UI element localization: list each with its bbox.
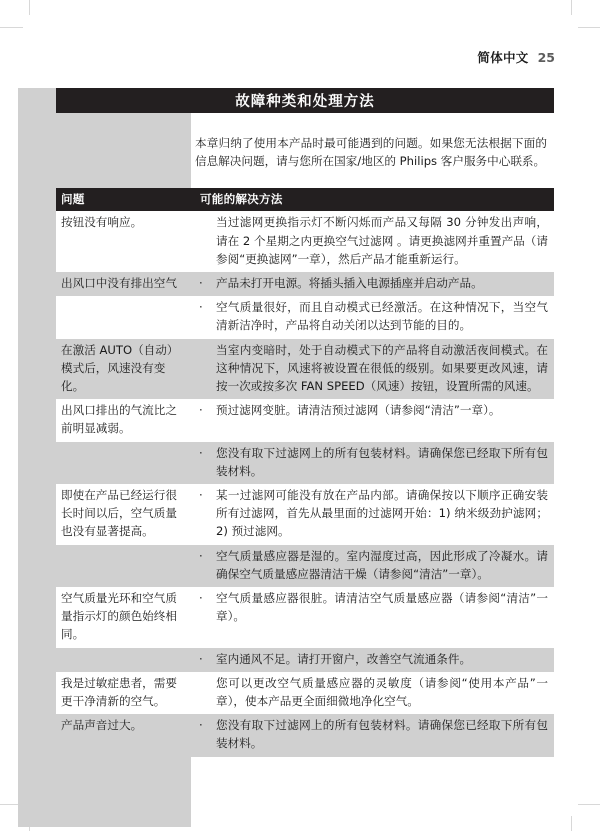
table-cell-problem (56, 339, 195, 400)
table-cell-solution (195, 484, 554, 545)
running-header (477, 48, 555, 66)
table-cell-solution (195, 587, 554, 648)
solution-bullet-item (195, 401, 548, 419)
column-header-solution: 可能的解决方法 (195, 188, 554, 211)
crop-mark-bottom-right-vertical (571, 816, 572, 831)
table-header-row (56, 188, 554, 211)
table-cell-problem (56, 296, 195, 338)
problem-text: 即使在产品已经运行很长时间以后，空气质量也没有显著提高。 (61, 488, 177, 539)
bullet-icon: · (199, 718, 203, 733)
table-row (56, 484, 554, 545)
table-row (56, 672, 554, 714)
problem-text: 按钮没有响应。 (61, 215, 143, 230)
header-language-label: 简体中文 (477, 50, 529, 65)
table-row (56, 587, 554, 648)
section-title-banner (56, 88, 554, 113)
bullet-icon: · (199, 445, 203, 460)
solution-bullet-item (195, 716, 548, 752)
table-cell-problem (56, 714, 195, 756)
table-cell-solution (195, 211, 554, 272)
solution-text: 空气质量很好，而且自动模式已经激活。在这种情况下，当空气清新洁净时，产品将自动关闭以达到节能的目的。 (216, 300, 548, 333)
problem-text: 空气质量光环和空气质量指示灯的颜色始终相同。 (61, 591, 177, 642)
table-cell-solution (195, 442, 554, 484)
bullet-icon: · (199, 276, 203, 291)
bullet-icon: · (199, 403, 203, 418)
solution-text: 空气质量感应器是湿的。室内湿度过高，因此形成了冷凝水。请确保空气质量感应器清洁干燥（请参阅“清洁”一章）。 (216, 548, 548, 581)
table-row (56, 648, 554, 672)
table-row (56, 545, 554, 587)
table-row (56, 211, 554, 272)
table-cell-solution (195, 672, 554, 714)
table-cell-solution (195, 399, 554, 441)
solution-bullet-item (195, 274, 548, 292)
table-row (56, 339, 554, 400)
crop-mark-top-left-horizontal (0, 27, 23, 28)
solution-text: 当室内变暗时，处于自动模式下的产品将自动激活夜间模式。在这种情况下，风速将被设置在很低的级别。如果要更改风速，请按一次或按多次 FAN SPEED（风速）按钮，设置所需的风速。 (216, 342, 548, 394)
table-cell-problem (56, 399, 195, 441)
solution-bullet-item (195, 486, 548, 541)
page-number: 25 (537, 50, 555, 65)
table-cell-solution (195, 545, 554, 587)
troubleshooting-table (56, 188, 554, 756)
crop-mark-bottom-right-horizontal (578, 804, 600, 805)
solution-bullet-item (195, 298, 548, 334)
table-body (56, 211, 554, 756)
problem-text: 产品声音过大。 (61, 718, 143, 733)
solution-bullet-item (195, 650, 548, 668)
intro-paragraph: 本章归纳了使用本产品时最可能遇到的问题。如果您无法根据下面的信息解决问题，请与您所在国家/地区的 Philips 客户服务中心联系。 (195, 136, 547, 169)
table-cell-problem (56, 545, 195, 587)
problem-text: 我是过敏症患者，需要更干净清新的空气。 (61, 675, 177, 709)
problem-text: 出风口排出的气流比之前明显减弱。 (61, 403, 177, 436)
bullet-icon: · (199, 488, 203, 503)
crop-mark-top-right-horizontal (578, 27, 600, 28)
page-title: 故障种类和处理方法 (235, 94, 375, 110)
problem-text: 在激活 AUTO（自动）模式后，风速没有变化。 (61, 342, 179, 394)
solution-bullet-item (195, 589, 548, 625)
solution-bullet-item (195, 444, 548, 480)
table-cell-solution (195, 272, 554, 296)
table-row (56, 296, 554, 338)
table-cell-solution (195, 296, 554, 338)
table-cell-problem (56, 587, 195, 648)
solution-text: 空气质量感应器很脏。请清洁空气质量感应器（请参阅“清洁”一章）。 (216, 591, 548, 624)
table-row (56, 399, 554, 441)
table-row (56, 714, 554, 756)
table-cell-problem (56, 648, 195, 672)
solution-text: 预过滤网变脏。请清洁预过滤网（请参阅“清洁”一章）。 (216, 403, 501, 418)
bullet-icon: · (199, 591, 203, 606)
table-cell-problem (56, 672, 195, 714)
problem-text: 出风口中没有排出空气 (61, 276, 177, 291)
table-cell-problem (56, 211, 195, 272)
table-cell-problem (56, 442, 195, 484)
page-content (56, 88, 554, 757)
solution-text: 产品未打开电源。将插头插入电源插座并启动产品。 (216, 276, 483, 291)
column-header-problem: 问题 (56, 188, 195, 211)
solution-text: 室内通风不足。请打开窗户，改善空气流通条件。 (216, 651, 472, 666)
solution-text: 当过滤网更换指示灯不断闪烁而产品又每隔 30 分钟发出声响，请在 2 个星期之内更换空气过滤网 。请更换滤网并重置产品（请参阅“更换滤网”一章），然后产品才能重新运行。 (216, 215, 548, 266)
bullet-icon: · (199, 548, 203, 563)
solution-text: 您没有取下过滤网上的所有包装材料。请确保您已经取下所有包装材料。 (216, 445, 548, 478)
crop-mark-top-right-vertical (571, 0, 572, 15)
solution-text: 某一过滤网可能没有放在产品内部。请确保按以下顺序正确安装所有过滤网，首先从最里面的过滤网开始：1) 纳米级劲护滤网；2) 预过滤网。 (216, 488, 548, 539)
bullet-icon: · (199, 300, 203, 315)
solution-text: 您没有取下过滤网上的所有包装材料。请确保您已经取下所有包装材料。 (216, 718, 548, 751)
solution-bullet-item (195, 547, 548, 583)
bullet-icon: · (199, 651, 203, 666)
table-row (56, 442, 554, 484)
table-cell-solution (195, 648, 554, 672)
table-cell-solution (195, 714, 554, 756)
table-cell-solution (195, 339, 554, 400)
table-cell-problem (56, 272, 195, 296)
table-cell-problem (56, 484, 195, 545)
solution-text: 您可以更改空气质量感应器的灵敏度（请参阅“使用本产品”一章），使本产品更全面细微地净化空气。 (216, 675, 548, 709)
crop-mark-top-left-vertical (29, 0, 30, 15)
table-row (56, 272, 554, 296)
